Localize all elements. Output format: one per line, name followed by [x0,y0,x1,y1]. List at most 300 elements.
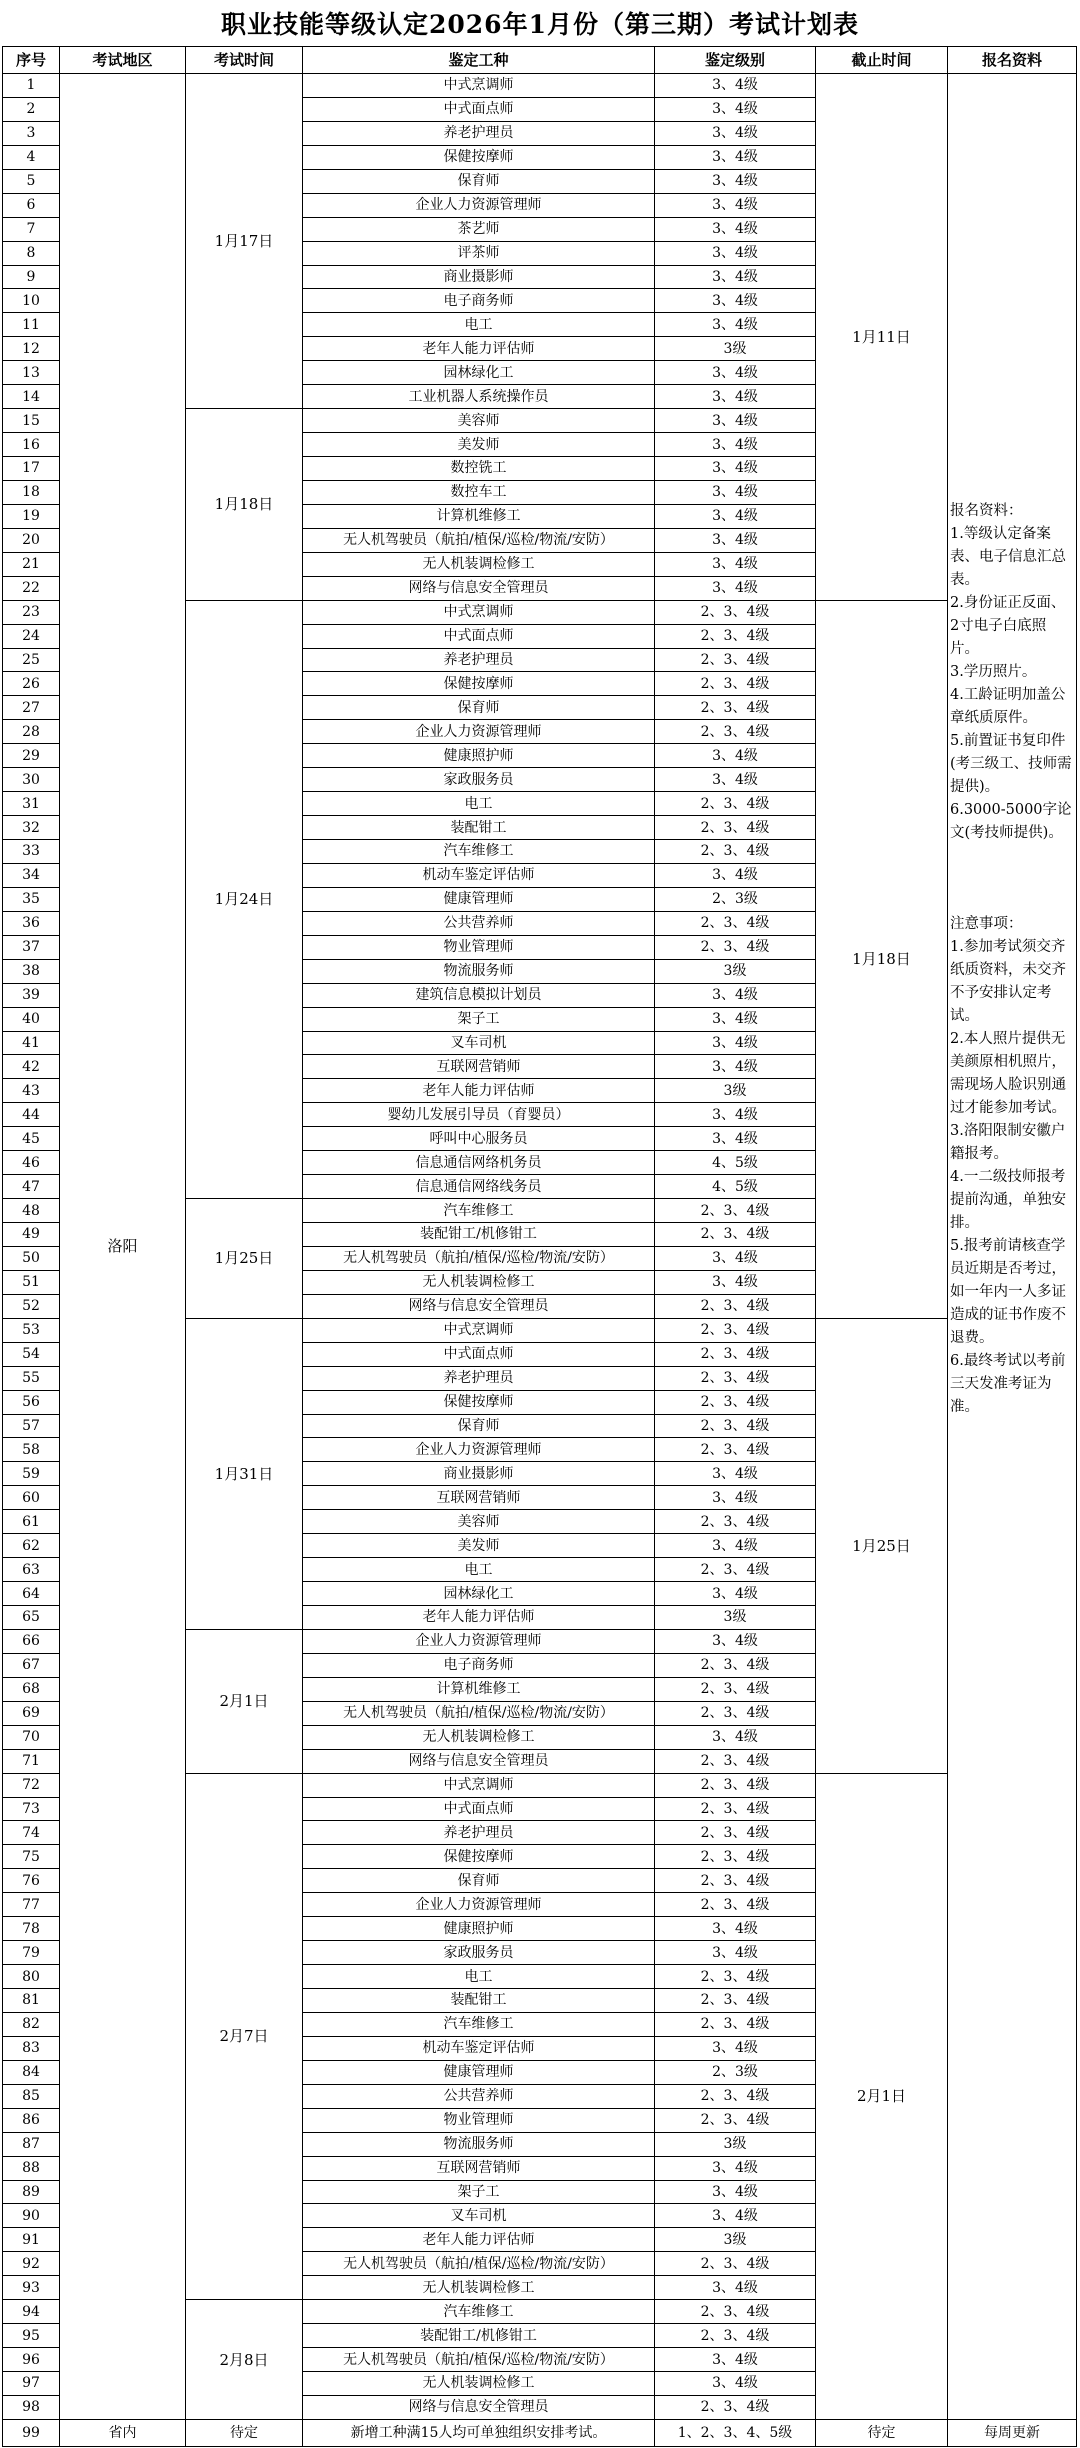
row-index: 85 [3,2084,60,2108]
level-cell: 3级 [655,337,816,361]
row-index: 89 [3,2180,60,2204]
occupation-cell: 机动车鉴定评估师 [303,2036,655,2060]
row-index: 72 [3,1773,60,1797]
occupation-cell: 信息通信网络机务员 [303,1151,655,1175]
row-index: 81 [3,1989,60,2013]
header-materials: 报名资料 [948,47,1077,74]
row-index: 95 [3,2324,60,2348]
row-index: 68 [3,1677,60,1701]
row-index: 49 [3,1223,60,1247]
row-index: 7 [3,217,60,241]
level-cell: 3、4级 [655,289,816,313]
notes-item: 6.最终考试以考前三天发准考证为准。 [950,1353,1066,1415]
level-cell: 3、4级 [655,385,816,409]
level-cell: 2、3、4级 [655,1965,816,1989]
occupation-cell: 无人机驾驶员（航拍/植保/巡检/物流/安防） [303,2252,655,2276]
level-cell: 3、4级 [655,2204,816,2228]
row-index: 15 [3,409,60,433]
level-cell: 3、4级 [655,409,816,433]
level-cell: 2、3级 [655,887,816,911]
row-index: 64 [3,1582,60,1606]
occupation-cell: 健康照护师 [303,1917,655,1941]
row-index: 29 [3,744,60,768]
row-index: 9 [3,265,60,289]
level-cell: 2、3、4级 [655,816,816,840]
occupation-cell: 保育师 [303,1414,655,1438]
materials-item: 4.工龄证明加盖公章纸质原件。 [950,687,1066,726]
row-index: 8 [3,241,60,265]
level-cell: 2、3、4级 [655,1294,816,1318]
footer-date: 待定 [186,2419,303,2446]
level-cell: 2、3、4级 [655,1893,816,1917]
notes-item: 1.参加考试须交齐纸质资料，未交齐不予安排认定考试。 [950,939,1066,1024]
deadline-cell: 1月11日 [816,74,948,601]
row-index: 55 [3,1366,60,1390]
occupation-cell: 老年人能力评估师 [303,1606,655,1630]
occupation-cell: 保健按摩师 [303,145,655,169]
level-cell: 2、3、4级 [655,1653,816,1677]
level-cell: 2、3、4级 [655,1749,816,1773]
occupation-cell: 互联网营销师 [303,1055,655,1079]
row-index: 74 [3,1821,60,1845]
occupation-cell: 美发师 [303,433,655,457]
row-index: 41 [3,1031,60,1055]
row-index: 23 [3,600,60,624]
level-cell: 2、3、4级 [655,1342,816,1366]
exam-date-cell: 1月18日 [186,409,303,601]
occupation-cell: 无人机驾驶员（航拍/植保/巡检/物流/安防） [303,528,655,552]
occupation-cell: 健康照护师 [303,744,655,768]
row-index: 88 [3,2156,60,2180]
row-index: 76 [3,1869,60,1893]
exam-date-cell: 1月17日 [186,74,303,409]
row-index: 4 [3,145,60,169]
occupation-cell: 中式烹调师 [303,600,655,624]
level-cell: 2、3、4级 [655,1797,816,1821]
level-cell: 2、3、4级 [655,2252,816,2276]
occupation-cell: 企业人力资源管理师 [303,193,655,217]
level-cell: 3、4级 [655,1486,816,1510]
occupation-cell: 数控车工 [303,480,655,504]
occupation-cell: 网络与信息安全管理员 [303,576,655,600]
level-cell: 3级 [655,959,816,983]
occupation-cell: 商业摄影师 [303,265,655,289]
row-index: 31 [3,792,60,816]
occupation-cell: 健康管理师 [303,887,655,911]
level-cell: 3级 [655,1079,816,1103]
occupation-cell: 电工 [303,792,655,816]
exam-date-cell: 1月31日 [186,1318,303,1629]
occupation-cell: 无人机驾驶员（航拍/植保/巡检/物流/安防） [303,1701,655,1725]
level-cell: 3、4级 [655,552,816,576]
row-index: 48 [3,1199,60,1223]
level-cell: 3、4级 [655,744,816,768]
exam-schedule-table [2,46,1077,2447]
occupation-cell: 企业人力资源管理师 [303,1893,655,1917]
occupation-cell: 中式烹调师 [303,1318,655,1342]
level-cell: 2、3、4级 [655,1989,816,2013]
occupation-cell: 网络与信息安全管理员 [303,2395,655,2419]
level-cell: 2、3、4级 [655,1199,816,1223]
row-index: 59 [3,1462,60,1486]
row-index: 57 [3,1414,60,1438]
row-index: 69 [3,1701,60,1725]
row-index: 84 [3,2060,60,2084]
notes-item: 5.报考前请核查学员近期是否考过，如一年内一人多证造成的证书作废不退费。 [950,1238,1066,1346]
level-cell: 2、3、4级 [655,1390,816,1414]
row-index: 62 [3,1534,60,1558]
level-cell: 3、4级 [655,768,816,792]
row-index: 16 [3,433,60,457]
row-index: 38 [3,959,60,983]
materials-item: 6.3000-5000字论文(考技师提供)。 [950,802,1072,841]
occupation-cell: 电工 [303,313,655,337]
occupation-cell: 企业人力资源管理师 [303,1629,655,1653]
occupation-cell: 保育师 [303,1869,655,1893]
occupation-cell: 互联网营销师 [303,2156,655,2180]
level-cell: 3、4级 [655,576,816,600]
level-cell: 3、4级 [655,457,816,481]
occupation-cell: 养老护理员 [303,648,655,672]
occupation-cell: 老年人能力评估师 [303,2228,655,2252]
row-index: 58 [3,1438,60,1462]
table-body [3,74,1077,2420]
level-cell: 3、4级 [655,480,816,504]
row-index: 20 [3,528,60,552]
row-index: 70 [3,1725,60,1749]
level-cell: 2、3、4级 [655,2108,816,2132]
exam-date-cell: 1月24日 [186,600,303,1198]
occupation-cell: 装配钳工 [303,1989,655,2013]
level-cell: 3、4级 [655,1103,816,1127]
row-index: 6 [3,193,60,217]
occupation-cell: 中式面点师 [303,1342,655,1366]
occupation-cell: 公共营养师 [303,911,655,935]
level-cell: 3级 [655,1606,816,1630]
level-cell: 3、4级 [655,361,816,385]
occupation-cell: 装配钳工/机修钳工 [303,2324,655,2348]
level-cell: 2、3、4级 [655,600,816,624]
level-cell: 2、3、4级 [655,2300,816,2324]
occupation-cell: 叉车司机 [303,1031,655,1055]
row-index: 22 [3,576,60,600]
row-index: 98 [3,2395,60,2419]
row-index: 2 [3,97,60,121]
row-index: 43 [3,1079,60,1103]
row-index: 77 [3,1893,60,1917]
deadline-cell: 1月25日 [816,1318,948,1773]
level-cell: 4、5级 [655,1151,816,1175]
footer-row [3,2419,1077,2446]
level-cell: 3、4级 [655,1031,816,1055]
footer-index: 99 [3,2419,60,2446]
occupation-cell: 叉车司机 [303,2204,655,2228]
level-cell: 2、3、4级 [655,840,816,864]
header-date: 考试时间 [186,47,303,74]
level-cell: 2、3、4级 [655,792,816,816]
occupation-cell: 家政服务员 [303,768,655,792]
occupation-cell: 物业管理师 [303,935,655,959]
header-row [3,47,1077,74]
row-index: 75 [3,1845,60,1869]
occupation-cell: 架子工 [303,2180,655,2204]
row-index: 52 [3,1294,60,1318]
occupation-cell: 无人机装调检修工 [303,1725,655,1749]
level-cell: 3、4级 [655,2036,816,2060]
occupation-cell: 美容师 [303,409,655,433]
level-cell: 2、3、4级 [655,696,816,720]
exam-date-cell: 1月25日 [186,1199,303,1319]
level-cell: 2、3、4级 [655,1223,816,1247]
row-index: 78 [3,1917,60,1941]
level-cell: 3、4级 [655,265,816,289]
occupation-cell: 园林绿化工 [303,1582,655,1606]
row-index: 94 [3,2300,60,2324]
level-cell: 4、5级 [655,1175,816,1199]
occupation-cell: 中式烹调师 [303,74,655,98]
level-cell: 2、3、4级 [655,672,816,696]
row-index: 54 [3,1342,60,1366]
occupation-cell: 商业摄影师 [303,1462,655,1486]
level-cell: 3级 [655,2228,816,2252]
deadline-cell: 1月18日 [816,600,948,1318]
occupation-cell: 无人机装调检修工 [303,1270,655,1294]
level-cell: 3、4级 [655,217,816,241]
row-index: 87 [3,2132,60,2156]
row-index: 60 [3,1486,60,1510]
occupation-cell: 计算机维修工 [303,504,655,528]
occupation-cell: 计算机维修工 [303,1677,655,1701]
level-cell: 2、3、4级 [655,2324,816,2348]
occupation-cell: 老年人能力评估师 [303,337,655,361]
occupation-cell: 互联网营销师 [303,1486,655,1510]
occupation-cell: 中式面点师 [303,97,655,121]
notes-item: 4.一二级技师报考提前沟通，单独安排。 [950,1169,1066,1231]
occupation-cell: 企业人力资源管理师 [303,720,655,744]
row-index: 10 [3,289,60,313]
occupation-cell: 中式面点师 [303,624,655,648]
footer-region: 省内 [60,2419,186,2446]
occupation-cell: 企业人力资源管理师 [303,1438,655,1462]
row-index: 86 [3,2108,60,2132]
materials-item: 2.身份证正反面、2寸电子白底照片。 [950,595,1066,657]
level-cell: 2、3、4级 [655,1701,816,1725]
row-index: 93 [3,2276,60,2300]
row-index: 51 [3,1270,60,1294]
occupation-cell: 美发师 [303,1534,655,1558]
level-cell: 3、4级 [655,1725,816,1749]
level-cell: 3、4级 [655,1127,816,1151]
occupation-cell: 中式面点师 [303,1797,655,1821]
row-index: 45 [3,1127,60,1151]
row-index: 21 [3,552,60,576]
occupation-cell: 汽车维修工 [303,2012,655,2036]
occupation-cell: 电子商务师 [303,289,655,313]
footer-level: 1、2、3、4、5级 [655,2419,816,2446]
occupation-cell: 无人机装调检修工 [303,2276,655,2300]
occupation-cell: 汽车维修工 [303,840,655,864]
header-deadline: 截止时间 [816,47,948,74]
row-index: 71 [3,1749,60,1773]
level-cell: 2、3、4级 [655,1510,816,1534]
occupation-cell: 养老护理员 [303,121,655,145]
row-index: 11 [3,313,60,337]
header-level: 鉴定级别 [655,47,816,74]
level-cell: 3、4级 [655,863,816,887]
row-index: 36 [3,911,60,935]
level-cell: 3、4级 [655,313,816,337]
row-index: 26 [3,672,60,696]
level-cell: 2、3、4级 [655,1845,816,1869]
page-title: 职业技能等级认定2026年1月份（第三期）考试计划表 [221,10,859,39]
materials-item: 5.前置证书复印件(考三级工、技师需提供)。 [950,733,1072,795]
notes-item: 3.洛阳限制安徽户籍报考。 [950,1123,1066,1162]
occupation-cell: 养老护理员 [303,1366,655,1390]
row-index: 80 [3,1965,60,1989]
level-cell: 3、4级 [655,1917,816,1941]
level-cell: 3、4级 [655,983,816,1007]
level-cell: 2、3、4级 [655,911,816,935]
occupation-cell: 保健按摩师 [303,1845,655,1869]
row-index: 47 [3,1175,60,1199]
row-index: 67 [3,1653,60,1677]
occupation-cell: 保育师 [303,696,655,720]
level-cell: 2、3、4级 [655,1773,816,1797]
row-index: 5 [3,169,60,193]
occupation-cell: 工业机器人系统操作员 [303,385,655,409]
level-cell: 3、4级 [655,1534,816,1558]
occupation-cell: 中式烹调师 [303,1773,655,1797]
occupation-cell: 园林绿化工 [303,361,655,385]
materials-item: 3.学历照片。 [950,664,1037,680]
occupation-cell: 老年人能力评估师 [303,1079,655,1103]
occupation-cell: 养老护理员 [303,1821,655,1845]
row-index: 50 [3,1246,60,1270]
row-index: 39 [3,983,60,1007]
notes-heading: 注意事项： [950,916,1023,932]
row-index: 79 [3,1941,60,1965]
materials-gap [950,845,1074,913]
materials-heading: 报名资料： [950,503,1023,519]
materials-cell [948,74,1077,2420]
row-index: 92 [3,2252,60,2276]
row-index: 35 [3,887,60,911]
row-index: 42 [3,1055,60,1079]
occupation-cell: 电工 [303,1965,655,1989]
occupation-cell: 架子工 [303,1007,655,1031]
level-cell: 2、3、4级 [655,1821,816,1845]
level-cell: 3、4级 [655,2180,816,2204]
level-cell: 3、4级 [655,169,816,193]
level-cell: 3、4级 [655,2348,816,2372]
occupation-cell: 无人机装调检修工 [303,552,655,576]
level-cell: 3、4级 [655,1941,816,1965]
occupation-cell: 数控铣工 [303,457,655,481]
occupation-cell: 信息通信网络线务员 [303,1175,655,1199]
row-index: 82 [3,2012,60,2036]
level-cell: 2、3、4级 [655,648,816,672]
occupation-cell: 建筑信息模拟计划员 [303,983,655,1007]
footer-occupation: 新增工种满15人均可单独组织安排考试。 [303,2419,655,2446]
occupation-cell: 家政服务员 [303,1941,655,1965]
row-index: 37 [3,935,60,959]
level-cell: 3、4级 [655,2372,816,2396]
row-index: 66 [3,1629,60,1653]
level-cell: 3、4级 [655,97,816,121]
row-index: 14 [3,385,60,409]
row-index: 91 [3,2228,60,2252]
level-cell: 2、3、4级 [655,1677,816,1701]
row-index: 40 [3,1007,60,1031]
row-index: 17 [3,457,60,481]
exam-date-cell: 2月7日 [186,1773,303,2300]
deadline-cell: 2月1日 [816,1773,948,2419]
occupation-cell: 保育师 [303,169,655,193]
occupation-cell: 无人机装调检修工 [303,2372,655,2396]
row-index: 32 [3,816,60,840]
occupation-cell: 茶艺师 [303,217,655,241]
row-index: 24 [3,624,60,648]
header-index: 序号 [3,47,60,74]
occupation-cell: 物流服务师 [303,959,655,983]
row-index: 83 [3,2036,60,2060]
row-index: 96 [3,2348,60,2372]
row-index: 53 [3,1318,60,1342]
level-cell: 3、4级 [655,1055,816,1079]
level-cell: 3、4级 [655,2156,816,2180]
region-cell: 洛阳 [60,74,186,2420]
materials-item: 1.等级认定备案表、电子信息汇总表。 [950,526,1066,588]
level-cell: 3、4级 [655,74,816,98]
level-cell: 3、4级 [655,504,816,528]
occupation-cell: 电工 [303,1558,655,1582]
occupation-cell: 物流服务师 [303,2132,655,2156]
level-cell: 2、3、4级 [655,1318,816,1342]
level-cell: 2、3、4级 [655,720,816,744]
level-cell: 3、4级 [655,2276,816,2300]
exam-date-cell: 2月8日 [186,2300,303,2420]
level-cell: 2、3、4级 [655,1558,816,1582]
row-index: 18 [3,480,60,504]
header-occupation: 鉴定工种 [303,47,655,74]
level-cell: 3、4级 [655,145,816,169]
row-index: 25 [3,648,60,672]
table-row [3,74,1077,98]
level-cell: 2、3、4级 [655,1414,816,1438]
level-cell: 2、3、4级 [655,2084,816,2108]
level-cell: 2、3、4级 [655,935,816,959]
row-index: 3 [3,121,60,145]
level-cell: 3、4级 [655,1246,816,1270]
occupation-cell: 保健按摩师 [303,672,655,696]
row-index: 63 [3,1558,60,1582]
row-index: 73 [3,1797,60,1821]
occupation-cell: 公共营养师 [303,2084,655,2108]
level-cell: 3、4级 [655,121,816,145]
level-cell: 2、3、4级 [655,1366,816,1390]
notes-item: 2.本人照片提供无美颜原相机照片，需现场人脸识别通过才能参加考试。 [950,1031,1066,1116]
footer-materials: 每周更新 [948,2419,1077,2446]
level-cell: 2、3、4级 [655,1869,816,1893]
level-cell: 2、3级 [655,2060,816,2084]
row-index: 27 [3,696,60,720]
occupation-cell: 保健按摩师 [303,1390,655,1414]
row-index: 19 [3,504,60,528]
level-cell: 2、3、4级 [655,1438,816,1462]
row-index: 46 [3,1151,60,1175]
materials-spacer [950,74,1074,500]
level-cell: 3、4级 [655,241,816,265]
